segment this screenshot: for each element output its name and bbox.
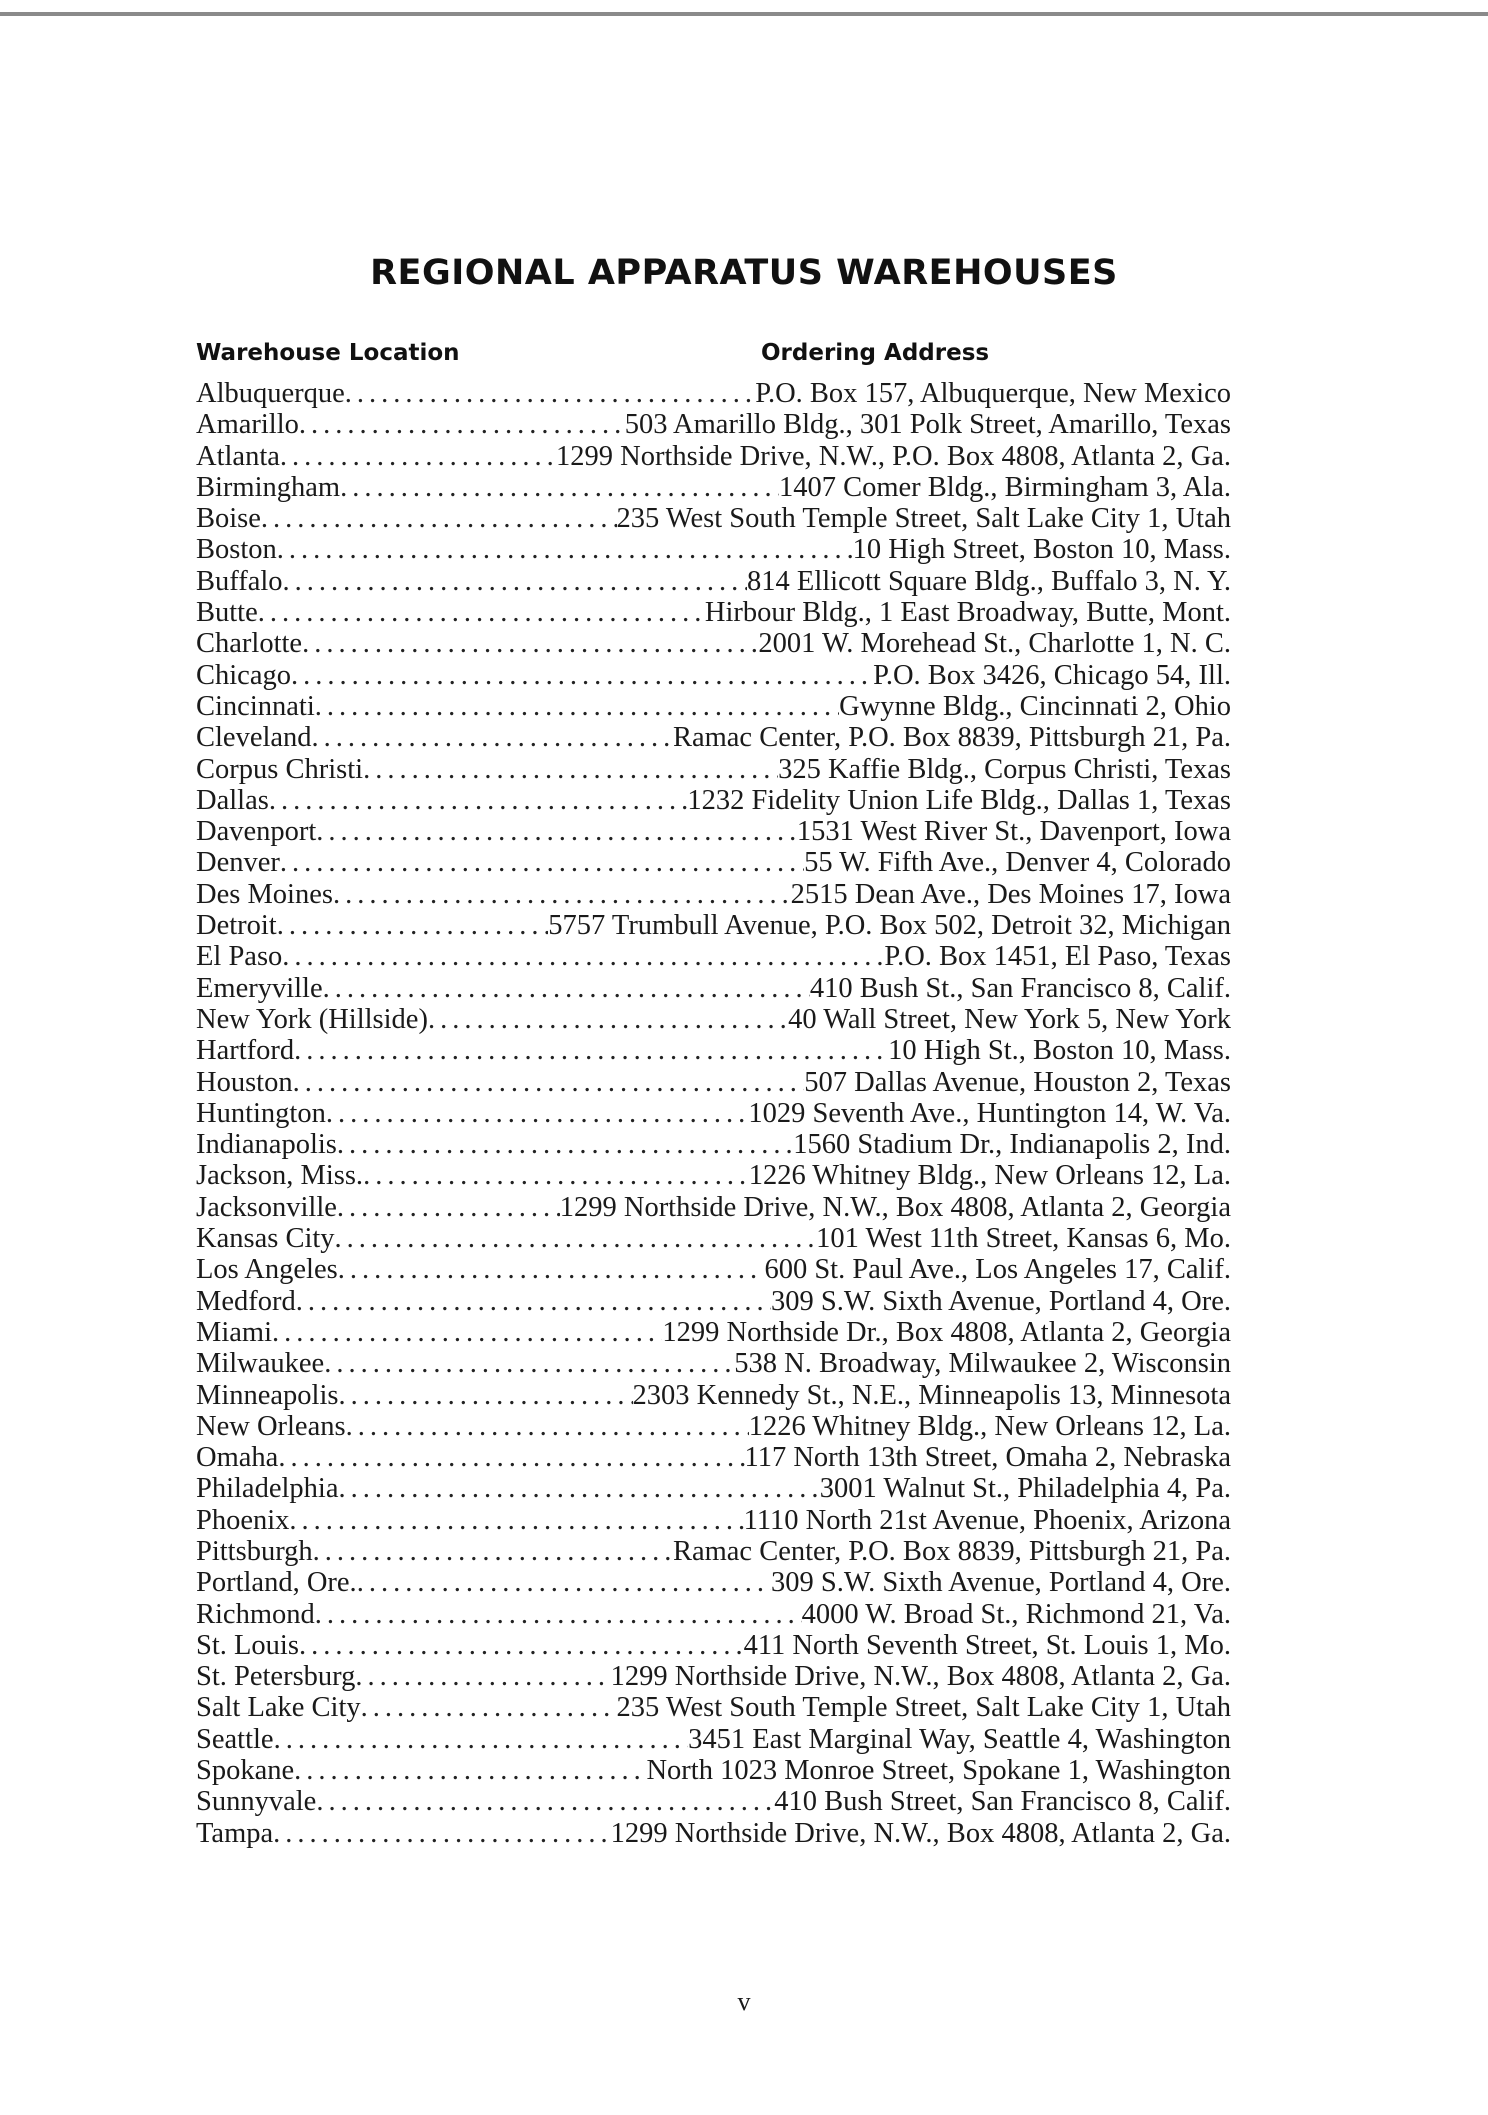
ordering-address: 1407 Comer Bldg., Birmingham 3, Ala. xyxy=(778,471,1231,503)
list-item xyxy=(196,1411,1231,1442)
warehouse-location: Medford xyxy=(196,1285,296,1317)
dot-leader xyxy=(277,534,853,565)
warehouse-location: Miami xyxy=(196,1316,272,1348)
warehouse-location: Kansas City xyxy=(196,1223,335,1255)
dot-leader xyxy=(269,785,688,816)
dot-leader xyxy=(340,472,779,503)
list-item xyxy=(196,1129,1231,1160)
dot-leader xyxy=(363,754,778,785)
dot-leader xyxy=(428,1004,788,1035)
list-item xyxy=(196,1536,1231,1567)
dot-leader xyxy=(326,1098,749,1129)
list-item xyxy=(196,566,1231,597)
list-item xyxy=(196,816,1231,847)
warehouse-location: Emeryville xyxy=(196,972,323,1004)
ordering-address: 235 West South Temple Street, Salt Lake City 1, Utah xyxy=(616,503,1231,535)
warehouse-location: Des Moines xyxy=(196,878,333,910)
warehouse-location: Boise xyxy=(196,503,261,535)
dot-leader xyxy=(346,1411,749,1442)
list-item xyxy=(196,1442,1231,1473)
list-item xyxy=(196,378,1231,409)
dot-leader xyxy=(258,597,705,628)
dot-leader xyxy=(282,941,884,972)
ordering-address: 235 West South Temple Street, Salt Lake City 1, Utah xyxy=(616,1692,1231,1724)
warehouse-location: Charlotte xyxy=(196,628,303,660)
list-item xyxy=(196,785,1231,816)
ordering-address: 55 W. Fifth Ave., Denver 4, Colorado xyxy=(804,847,1231,879)
list-item xyxy=(196,1473,1231,1504)
dot-leader xyxy=(272,1317,662,1348)
dot-leader xyxy=(294,1035,888,1066)
list-item xyxy=(196,691,1231,722)
warehouse-location: Butte xyxy=(196,597,258,629)
ordering-address: 1029 Seventh Ave., Huntington 14, W. Va. xyxy=(748,1097,1231,1129)
ordering-address: 1560 Stadium Dr., Indianapolis 2, Ind. xyxy=(793,1129,1231,1161)
list-item xyxy=(196,1004,1231,1035)
warehouse-location: Indianapolis xyxy=(196,1129,337,1161)
ordering-address: 410 Bush Street, San Francisco 8, Calif. xyxy=(774,1786,1231,1818)
column-header-location: Warehouse Location xyxy=(196,340,460,366)
warehouse-location: Boston xyxy=(196,534,277,566)
ordering-address: P.O. Box 1451, El Paso, Texas xyxy=(884,941,1231,973)
list-item xyxy=(196,1505,1231,1536)
ordering-address: Gwynne Bldg., Cincinnati 2, Ohio xyxy=(839,690,1231,722)
warehouse-location: Huntington xyxy=(196,1097,326,1129)
warehouse-location: Amarillo xyxy=(196,409,299,441)
dot-leader xyxy=(294,1755,646,1786)
warehouse-list xyxy=(196,378,1231,1849)
list-item xyxy=(196,1755,1231,1786)
page-top-rule xyxy=(0,12,1488,16)
ordering-address: 1299 Northside Drive, N.W., Box 4808, Atlanta 2, Ga. xyxy=(610,1817,1231,1849)
ordering-address: 309 S.W. Sixth Avenue, Portland 4, Ore. xyxy=(771,1285,1231,1317)
dot-leader xyxy=(293,1067,805,1098)
list-item xyxy=(196,1630,1231,1661)
warehouse-location: Cincinnati xyxy=(196,690,315,722)
warehouse-location: Los Angeles xyxy=(196,1254,338,1286)
dot-leader xyxy=(338,1473,819,1504)
list-item xyxy=(196,1098,1231,1129)
dot-leader xyxy=(315,1599,802,1630)
dot-leader xyxy=(280,441,556,472)
ordering-address: 411 North Seventh Street, St. Louis 1, Mo. xyxy=(743,1629,1231,1661)
dot-leader xyxy=(316,816,797,847)
warehouse-location: Phoenix xyxy=(196,1504,290,1536)
list-item xyxy=(196,973,1231,1004)
list-item xyxy=(196,1317,1231,1348)
dot-leader xyxy=(361,1692,617,1723)
ordering-address: Ramac Center, P.O. Box 8839, Pittsburgh 21, Pa. xyxy=(672,1535,1231,1567)
dot-leader xyxy=(280,847,804,878)
page-title: REGIONAL APPARATUS WAREHOUSES xyxy=(370,253,1118,293)
dot-leader xyxy=(323,973,810,1004)
dot-leader xyxy=(339,1380,633,1411)
list-item xyxy=(196,1786,1231,1817)
list-item xyxy=(196,441,1231,472)
list-item xyxy=(196,597,1231,628)
warehouse-location: Philadelphia xyxy=(196,1473,339,1505)
ordering-address: North 1023 Monroe Street, Spokane 1, Washington xyxy=(646,1755,1231,1787)
ordering-address: 1226 Whitney Bldg., New Orleans 12, La. xyxy=(748,1410,1231,1442)
dot-leader xyxy=(313,1536,673,1567)
dot-leader xyxy=(299,1630,744,1661)
dot-leader xyxy=(333,879,791,910)
warehouse-location: New Orleans xyxy=(196,1410,346,1442)
warehouse-location: El Paso xyxy=(196,941,283,973)
warehouse-location: St. Petersburg xyxy=(196,1661,356,1693)
warehouse-location: St. Louis xyxy=(196,1629,299,1661)
warehouse-location: Jackson, Miss. xyxy=(196,1160,364,1192)
dot-leader xyxy=(283,566,748,597)
ordering-address: 10 High Street, Boston 10, Mass. xyxy=(852,534,1231,566)
warehouse-location: Milwaukee xyxy=(196,1348,325,1380)
dot-leader xyxy=(338,1254,765,1285)
list-item xyxy=(196,1818,1231,1849)
list-item xyxy=(196,1692,1231,1723)
dot-leader xyxy=(337,1129,793,1160)
dot-leader xyxy=(335,1223,817,1254)
ordering-address: Ramac Center, P.O. Box 8839, Pittsburgh 21, Pa. xyxy=(672,722,1231,754)
ordering-address: 3001 Walnut St., Philadelphia 4, Pa. xyxy=(819,1473,1231,1505)
warehouse-location: Davenport xyxy=(196,816,317,848)
ordering-address: 600 St. Paul Ave., Los Angeles 17, Calif. xyxy=(764,1254,1231,1286)
ordering-address: 1299 Northside Drive, N.W., Box 4808, Atlanta 2, Ga. xyxy=(610,1661,1231,1693)
warehouse-location: Albuquerque xyxy=(196,378,345,409)
ordering-address: 3451 East Marginal Way, Seattle 4, Washington xyxy=(688,1723,1231,1755)
list-item xyxy=(196,1348,1231,1379)
ordering-address: Hirbour Bldg., 1 East Broadway, Butte, Mont. xyxy=(704,597,1231,629)
warehouse-location: Sunnyvale xyxy=(196,1786,317,1818)
warehouse-location: Birmingham xyxy=(196,471,341,503)
list-item xyxy=(196,879,1231,910)
warehouse-location: Pittsburgh xyxy=(196,1535,313,1567)
dot-leader xyxy=(337,1192,560,1223)
ordering-address: 101 West 11th Street, Kansas 6, Mo. xyxy=(816,1223,1231,1255)
ordering-address: 814 Ellicott Square Bldg., Buffalo 3, N. Y. xyxy=(747,565,1231,597)
dot-leader xyxy=(315,691,839,722)
column-header-address: Ordering Address xyxy=(761,340,990,366)
warehouse-location: Houston xyxy=(196,1066,293,1098)
list-item xyxy=(196,1192,1231,1223)
warehouse-location: Cleveland xyxy=(196,722,312,754)
ordering-address: 4000 W. Broad St., Richmond 21, Va. xyxy=(801,1598,1231,1630)
ordering-address: 117 North 13th Street, Omaha 2, Nebraska xyxy=(744,1442,1231,1474)
ordering-address: 503 Amarillo Bldg., 301 Polk Street, Amarillo, Texas xyxy=(624,409,1231,441)
ordering-address: 309 S.W. Sixth Avenue, Portland 4, Ore. xyxy=(771,1567,1231,1599)
list-item xyxy=(196,910,1231,941)
dot-leader xyxy=(312,722,673,753)
dot-leader xyxy=(324,1348,734,1379)
list-item xyxy=(196,1254,1231,1285)
dot-leader xyxy=(274,1724,689,1755)
dot-leader xyxy=(289,1505,743,1536)
warehouse-location: New York (Hillside) xyxy=(196,1003,428,1035)
ordering-address: 1531 West River St., Davenport, Iowa xyxy=(796,816,1231,848)
warehouse-location: Richmond xyxy=(196,1598,315,1630)
list-item xyxy=(196,754,1231,785)
ordering-address: 1226 Whitney Bldg., New Orleans 12, La. xyxy=(748,1160,1231,1192)
dot-leader xyxy=(316,1786,774,1817)
list-item xyxy=(196,1380,1231,1411)
list-item xyxy=(196,1160,1231,1191)
list-item xyxy=(196,503,1231,534)
ordering-address: 2303 Kennedy St., N.E., Minneapolis 13, Minnesota xyxy=(632,1379,1231,1411)
list-item xyxy=(196,1223,1231,1254)
dot-leader xyxy=(357,1567,771,1598)
warehouse-location: Chicago xyxy=(196,659,291,691)
ordering-address: 1232 Fidelity Union Life Bldg., Dallas 1, Texas xyxy=(687,784,1231,816)
warehouse-location: Hartford xyxy=(196,1035,295,1067)
ordering-address: 538 N. Broadway, Milwaukee 2, Wisconsin xyxy=(734,1348,1231,1380)
list-item xyxy=(196,534,1231,565)
ordering-address: 1299 Northside Drive, N.W., P.O. Box 4808, Atlanta 2, Ga. xyxy=(556,440,1231,472)
dot-leader xyxy=(363,1160,749,1191)
list-item xyxy=(196,1567,1231,1598)
dot-leader xyxy=(273,1818,611,1849)
list-item xyxy=(196,628,1231,659)
ordering-address: 2515 Dean Ave., Des Moines 17, Iowa xyxy=(790,878,1231,910)
list-item xyxy=(196,472,1231,503)
warehouse-location: Denver xyxy=(196,847,280,879)
warehouse-location: Portland, Ore. xyxy=(196,1567,357,1599)
dot-leader xyxy=(345,378,755,409)
dot-leader xyxy=(261,503,617,534)
warehouse-location: Buffalo xyxy=(196,565,283,597)
warehouse-location: Omaha xyxy=(196,1442,279,1474)
list-item xyxy=(196,1599,1231,1630)
warehouse-location: Atlanta xyxy=(196,440,280,472)
warehouse-location: Jacksonville xyxy=(196,1191,337,1223)
warehouse-location: Tampa xyxy=(196,1817,274,1849)
dot-leader xyxy=(296,1286,771,1317)
ordering-address: 325 Kaffie Bldg., Corpus Christi, Texas xyxy=(778,753,1231,785)
ordering-address: P.O. Box 3426, Chicago 54, Ill. xyxy=(873,659,1231,691)
warehouse-location: Seattle xyxy=(196,1723,274,1755)
list-item xyxy=(196,1661,1231,1692)
dot-leader xyxy=(278,1442,744,1473)
list-item xyxy=(196,847,1231,878)
list-item xyxy=(196,941,1231,972)
ordering-address: 5757 Trumbull Avenue, P.O. Box 502, Detroit 32, Michigan xyxy=(548,910,1231,942)
list-item xyxy=(196,660,1231,691)
list-item xyxy=(196,1067,1231,1098)
warehouse-location: Detroit xyxy=(196,910,277,942)
ordering-address: P.O. Box 157, Albuquerque, New Mexico xyxy=(755,378,1231,409)
ordering-address: 1299 Northside Dr., Box 4808, Atlanta 2, Georgia xyxy=(662,1316,1231,1348)
ordering-address: 40 Wall Street, New York 5, New York xyxy=(788,1003,1231,1035)
warehouse-location: Minneapolis xyxy=(196,1379,339,1411)
list-item xyxy=(196,409,1231,440)
warehouse-location: Corpus Christi xyxy=(196,753,364,785)
ordering-address: 1110 North 21st Avenue, Phoenix, Arizona xyxy=(743,1504,1231,1536)
dot-leader xyxy=(277,910,549,941)
warehouse-location: Salt Lake City xyxy=(196,1692,361,1724)
dot-leader xyxy=(299,409,625,440)
list-item xyxy=(196,722,1231,753)
ordering-address: 10 High St., Boston 10, Mass. xyxy=(888,1035,1231,1067)
ordering-address: 1299 Northside Drive, N.W., Box 4808, Atlanta 2, Georgia xyxy=(559,1191,1231,1223)
list-item xyxy=(196,1035,1231,1066)
list-item xyxy=(196,1286,1231,1317)
dot-leader xyxy=(355,1661,610,1692)
warehouse-location: Dallas xyxy=(196,784,269,816)
dot-leader xyxy=(291,660,873,691)
list-item xyxy=(196,1724,1231,1755)
page-number: v xyxy=(737,1987,751,2016)
warehouse-location: Spokane xyxy=(196,1755,295,1787)
ordering-address: 410 Bush St., San Francisco 8, Calif. xyxy=(809,972,1231,1004)
dot-leader xyxy=(302,628,758,659)
ordering-address: 507 Dallas Avenue, Houston 2, Texas xyxy=(804,1066,1231,1098)
ordering-address: 2001 W. Morehead St., Charlotte 1, N. C. xyxy=(758,628,1231,660)
